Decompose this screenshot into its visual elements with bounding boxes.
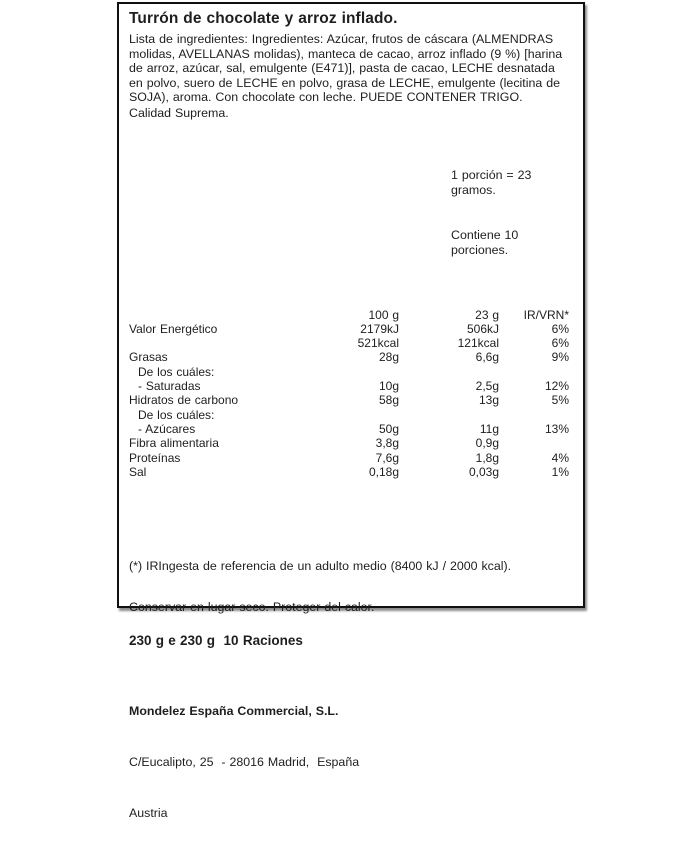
- product-label: [117, 2, 585, 821]
- value-per-100g: 521kcal: [357, 336, 399, 351]
- value-ir-vrn: [499, 436, 569, 450]
- nutrition-row: [129, 350, 569, 364]
- net-weight-servings: 230 g e 230 g 10 Raciones: [129, 633, 303, 649]
- value-per-23g: 2,5g: [475, 379, 499, 394]
- nutrition-row: [129, 408, 569, 422]
- nutrient-label: Proteínas: [129, 450, 181, 465]
- value-ir-vrn: 6%: [551, 321, 569, 336]
- value-per-100g: 28g: [378, 350, 399, 365]
- portion-info: [451, 138, 569, 288]
- nutrient-label: [129, 336, 304, 350]
- nutrition-row: [129, 465, 569, 479]
- nutrition-header-23g: 23 g: [475, 307, 499, 322]
- value-ir-vrn: 1%: [551, 464, 569, 479]
- value-per-100g: 10g: [378, 379, 399, 394]
- value-ir-vrn: 13%: [544, 421, 569, 436]
- quality-claim: Calidad Suprema.: [129, 105, 229, 120]
- value-per-100g: [304, 408, 399, 422]
- value-per-23g: 0,9g: [475, 436, 499, 451]
- value-per-100g: 2179kJ: [360, 321, 399, 336]
- nutrition-row: [129, 379, 569, 393]
- value-per-100g: 50g: [378, 421, 399, 436]
- value-per-100g: 7,6g: [375, 450, 399, 465]
- nutrient-label: Hidratos de carbono: [129, 393, 239, 408]
- value-ir-vrn: 9%: [551, 350, 569, 365]
- manufacturer-name: Mondelez España Commercial, S.L.: [129, 704, 339, 719]
- nutrition-table: [129, 308, 569, 480]
- nutrient-label: Grasas: [129, 350, 168, 365]
- nutrition-row: [129, 365, 569, 379]
- value-per-100g: 0,18g: [368, 464, 399, 479]
- nutrient-label: De los cuáles:: [138, 407, 215, 422]
- value-ir-vrn: 4%: [551, 450, 569, 465]
- nutrition-row: [129, 336, 569, 350]
- value-per-23g: [399, 365, 499, 379]
- manufacturer-address: C/Eucalipto, 25 - 28016 Madrid, España: [129, 755, 360, 770]
- nutrition-header-empty: [129, 308, 304, 322]
- value-per-100g: 58g: [378, 393, 399, 408]
- value-per-23g: 121kcal: [457, 336, 499, 351]
- nutrient-label: De los cuáles:: [138, 364, 215, 379]
- nutrition-row: [129, 451, 569, 465]
- nutrition-header-100g: 100 g: [368, 307, 399, 322]
- value-per-100g: [304, 365, 399, 379]
- nutrition-row: [129, 436, 569, 450]
- nutrition-row: [129, 393, 569, 407]
- value-per-23g: 13g: [478, 393, 499, 408]
- value-per-23g: [399, 408, 499, 422]
- storage-instructions: Conservar en lugar seco. Proteger del calor.: [129, 600, 375, 615]
- manufacturer-info: [129, 669, 569, 856]
- nutrient-label: Fibra alimentaria: [129, 436, 219, 451]
- nutrition-row: [129, 322, 569, 336]
- nutrition-header-row: [129, 308, 569, 322]
- ingredients-text: Lista de ingredientes: Ingredientes: Azúcar, frutos de cáscara (ALMENDRAS molidas, AVELLANAS molidas), manteca de cacao, arroz inflado (9 %) [harina de arroz, azúcar, sal, emulgente (E471)], pasta de cacao, LECHE desnatada en polvo, suero de LECHE en polvo, grasa de LECHE, emulgente (lecitina de SOJA), aroma. Con chocolate con leche. PUEDE CONTENER TRIGO.: [129, 32, 563, 105]
- nutrient-label: - Saturadas: [138, 379, 201, 394]
- value-ir-vrn: [499, 365, 569, 379]
- value-per-100g: 3,8g: [375, 436, 399, 451]
- nutrient-label: - Azúcares: [138, 421, 196, 436]
- product-title: Turrón de chocolate y arroz inflado.: [129, 10, 398, 27]
- nutrition-rows: [129, 322, 569, 479]
- reference-intake-footnote: (*) IRIngesta de referencia de un adulto medio (8400 kJ / 2000 kcal).: [129, 559, 512, 574]
- portion-size: 1 porción = 23 gramos.: [451, 167, 536, 197]
- value-ir-vrn: 6%: [551, 336, 569, 351]
- nutrient-label: Sal: [129, 464, 147, 479]
- nutrition-header-ir-vrn: IR/VRN*: [523, 307, 569, 322]
- portion-count: Contiene 10 porciones.: [451, 227, 523, 257]
- value-ir-vrn: 12%: [544, 379, 569, 394]
- value-per-23g: 1,8g: [475, 450, 499, 465]
- value-ir-vrn: 5%: [551, 393, 569, 408]
- nutrient-label: Valor Energético: [129, 321, 218, 336]
- value-per-23g: 506kJ: [466, 321, 499, 336]
- nutrition-row: [129, 422, 569, 436]
- value-ir-vrn: [499, 408, 569, 422]
- manufacturer-country: Austria: [129, 806, 168, 821]
- value-per-23g: 11g: [479, 421, 499, 436]
- value-per-23g: 0,03g: [468, 464, 499, 479]
- value-per-23g: 6,6g: [475, 350, 499, 365]
